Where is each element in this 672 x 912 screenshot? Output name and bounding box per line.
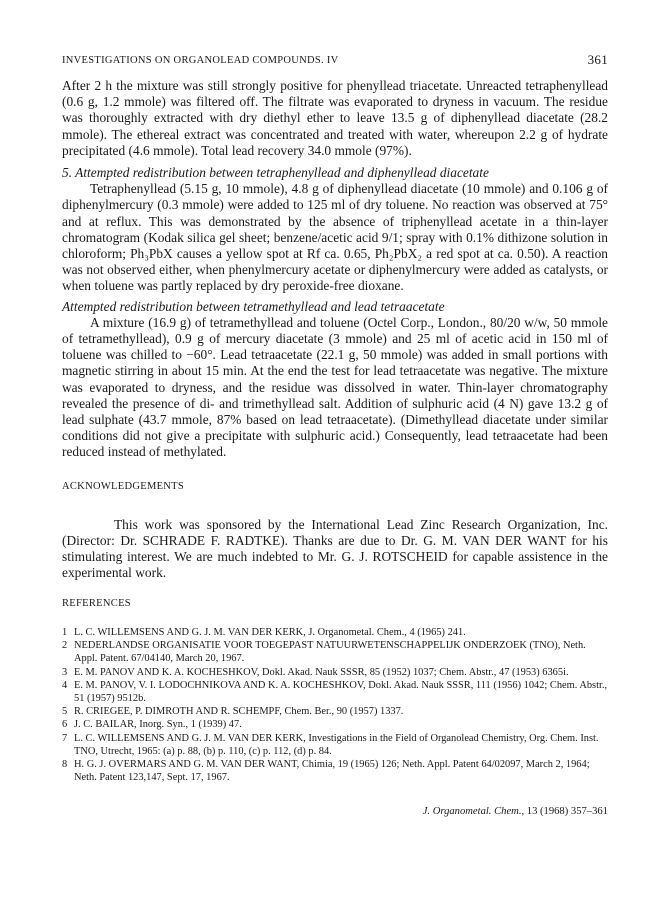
reference-number: 5: [62, 706, 68, 718]
reference-number: 2: [62, 640, 68, 652]
reference-text: L. C. WILLEMSENS AND G. J. M. VAN DER KERK, Investigations in the Field of Organolead Chemistry, Org. Chem. Inst. TNO, Utrecht, 1965: (a) p. 88, (b) p. 110, (c) p. 112, (d) p. 84.: [74, 732, 599, 757]
section-5-title: 5. Attempted redistribution between tetraphenyllead and diphenyllead diacetate: [62, 165, 489, 181]
reference-number: 7: [62, 732, 68, 744]
reference-item: [62, 639, 608, 665]
reference-item: [62, 758, 608, 784]
page-number: 361: [587, 52, 608, 67]
reference-number: 1: [62, 626, 68, 638]
reference-number: 8: [62, 758, 68, 770]
references-heading: REFERENCES: [62, 597, 131, 609]
references-list: [62, 626, 608, 784]
running-title: INVESTIGATIONS ON ORGANOLEAD COMPOUNDS. IV: [62, 55, 339, 66]
paragraph-tetramethyllead: A mixture (16.9 g) of tetramethyllead and toluene (Octel Corp., London., 80/20 w/w, 50 mmole of tetramethyllead), 0.9 g of mercury diacetate (3 mmole) and 25 ml of acetic acid in 150 ml of toluene was chilled to −60°. Lead tetraacetate (22.1 g, 50 mmole) was added in small portions with magnetic stirring in about 15 min. At the end the test for lead tetraacetate was negative. The mixture was evaporated to dryness, and the residue was dissolved in water. Thin-layer chromatography revealed the presence of di- and trimethyllead salt. Addition of sulphuric acid (4 N) gave 13.2 g of lead sulphate (43.7 mmole, 87% based on lead tetraacetate). (Dimethyllead diacetate under similar conditions did not give a precipitate with sulphuric acid.) Consequently, lead tetraacetate had been reduced instead of methylated.: [62, 314, 608, 460]
reference-item: [62, 705, 608, 718]
reference-number: 3: [62, 666, 68, 678]
reference-number: 6: [62, 719, 68, 731]
reference-text: E. M. PANOV AND K. A. KOCHESHKOV, Dokl. Akad. Nauk SSSR, 85 (1952) 1037; Chem. Abstr., 47 (1953) 6365i.: [74, 666, 569, 678]
reference-text: E. M. PANOV, V. I. LODOCHNIKOVA AND K. A. KOCHESHKOV, Dokl. Akad. Nauk SSSR, 111 (1956) 1042; Chem. Abstr., 51 (1957) 9512b.: [74, 679, 608, 704]
journal-name: J. Organometal. Chem.,: [422, 806, 525, 818]
reference-number: 4: [62, 679, 68, 691]
reference-text: NEDERLANDSE ORGANISATIE VOOR TOEGEPAST NATUURWETENSCHAPPELIJK ONDERZOEK (TNO), Neth. Appl. Patent. 67/04140, March 20, 1967.: [74, 640, 586, 665]
reference-item: [62, 679, 608, 705]
paragraph-continued: After 2 h the mixture was still strongly positive for phenyllead triacetate. Unreacted tetraphenyllead (0.6 g, 1.2 mmole) was filtered off. The filtrate was evaporated to dryness in vacuum. The residue was thoroughly extracted with dry diethyl ether to leave 13.5 g of diphenyllead diacetate (28.2 mmole). The ethereal extract was concentrated and treated with water, whereupon 2.2 g of hydrate precipitated (4.6 mmole). Total lead recovery 34.0 mmole (97%).: [62, 78, 608, 158]
running-head: [62, 52, 608, 72]
acknowledgements-heading: ACKNOWLEDGEMENTS: [62, 480, 185, 492]
journal-footer: [62, 806, 608, 817]
reference-text: J. C. BAILAR, Inorg. Syn., 1 (1939) 47.: [74, 719, 242, 731]
reference-item: [62, 732, 608, 758]
acknowledgements-text: This work was sponsored by the International Lead Zinc Research Organization, Inc. (Director: Dr. SCHRADE F. RADTKE). Thanks are due to Dr. G. M. VAN DER WANT for his stimulating interest. We are much indebted to Mr. G. J. ROTSCHEID for capable assistence in the experimental work.: [62, 516, 608, 581]
reference-text: H. G. J. OVERMARS AND G. M. VAN DER WANT, Chimia, 19 (1965) 126; Neth. Appl. Patent 64/02097, March 2, 1964; Neth. Patent 123,147, Sept. 17, 1967.: [74, 758, 590, 784]
reference-item: [62, 626, 608, 639]
reference-text: L. C. WILLEMSENS AND G. J. M. VAN DER KERK, J. Organometal. Chem., 4 (1965) 241.: [74, 626, 466, 638]
reference-text: R. CRIEGEE, P. DIMROTH AND R. SCHEMPF, Chem. Ber., 90 (1957) 1337.: [74, 706, 404, 718]
reference-item: [62, 666, 608, 679]
paragraph-tetraphenyllead: Tetraphenyllead (5.15 g, 10 mmole), 4.8 g of diphenyllead diacetate (10 mmole) and 0.106 g of diphenylmercury (0.3 mmole) were added to 125 ml of dry toluene. No reaction was observed at 75° and at reflux. This was demonstrated by the absence of triphenyllead acetate in a thin-layer chromatogram (Kodak silica gel sheet; benzene/acetic acid 9/1; spray with 0.1% dithizone solution in chloroform; Ph₃PbX causes a yellow spot at Rf ca. 0.65, Ph₂PbX₂ a red spot at ca. 0.50). A reaction was not observed either, when phenylmercury acetate or diphenylmercury were added as catalysts, or when toluene was partly replaced by dry peroxide-free dioxane.: [62, 181, 608, 294]
journal-page: [62, 52, 608, 817]
reference-item: [62, 718, 608, 731]
subsection-title: Attempted redistribution between tetramethyllead and lead tetraacetate: [62, 298, 445, 314]
journal-citation: 13 (1968) 357–361: [524, 806, 608, 818]
